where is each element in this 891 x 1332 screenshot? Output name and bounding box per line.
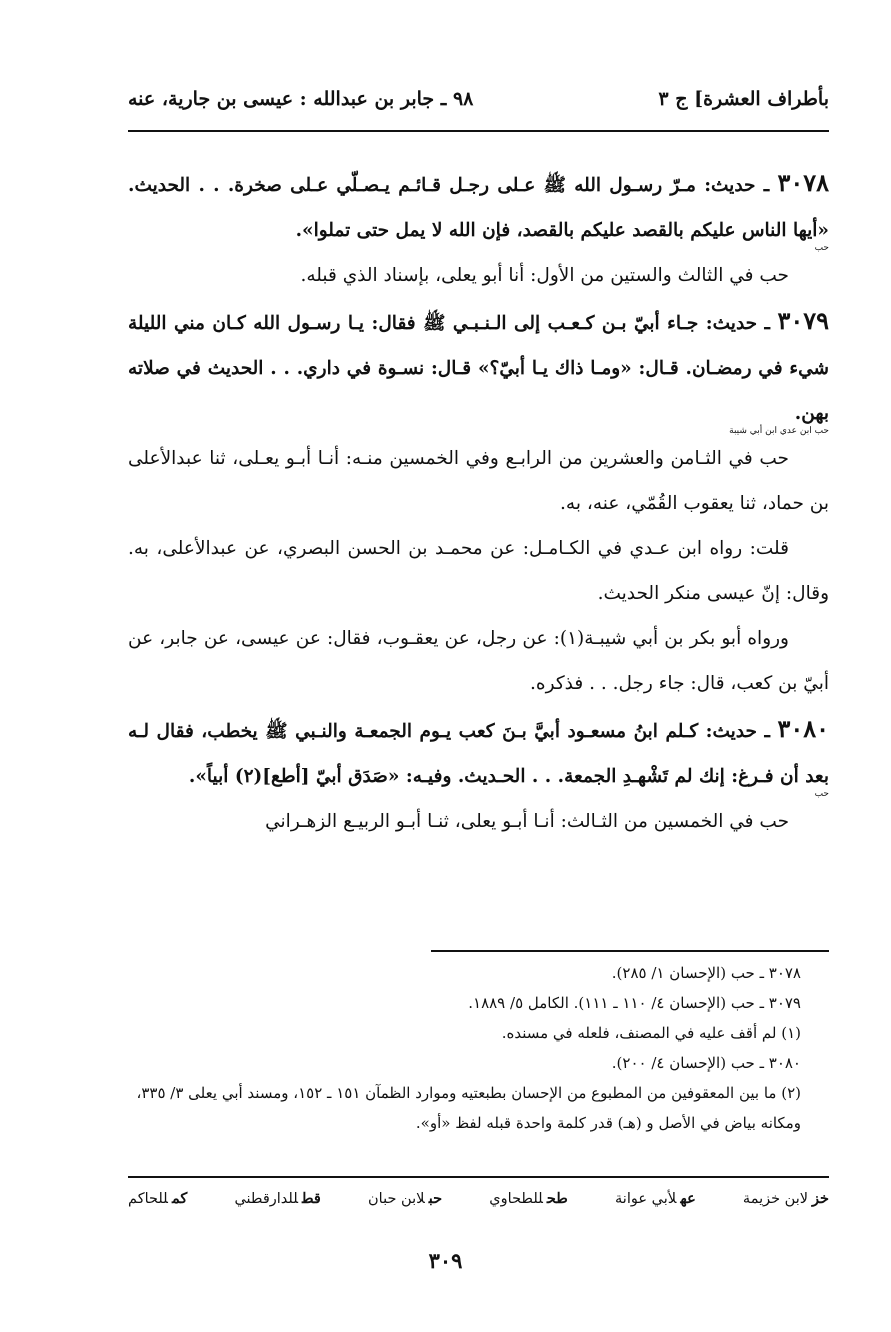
hadith-number: ٣٠٧٩	[777, 306, 829, 335]
hadith-3078	[128, 160, 829, 253]
source-marker: حب	[814, 243, 829, 253]
source-marker: حب	[814, 789, 829, 799]
footnotes	[128, 958, 829, 1138]
hadith-number: ٣٠٧٨	[777, 168, 829, 197]
source-note: حب في الثالث والستين من الأول: أنا أبو يعلى، بإسناد الذي قبله.	[300, 265, 789, 286]
footnote: ٣٠٨٠ ـ حب (الإحسان ٤/ ٢٠٠).	[611, 1054, 801, 1072]
abbreviation-key	[128, 1190, 829, 1207]
abbr-item: حبلابن حبان	[368, 1190, 443, 1207]
footnote-rule	[431, 950, 829, 952]
hadith-number: ٣٠٨٠	[777, 714, 829, 743]
footnote: ٣٠٧٨ ـ حب (الإحسان ١/ ٢٨٥).	[611, 964, 801, 982]
hadith-3080	[128, 706, 829, 799]
source-note: حب في الخمسين من الثـالث: أنـا أبـو يعلى، ثنـا أبـو الربيـع الزهـراني	[265, 811, 789, 832]
abbr-item: طحللطحاوي	[489, 1190, 568, 1207]
abbr-item: خزلابن خزيمة	[742, 1190, 829, 1207]
main-text	[128, 160, 829, 844]
page-number: ٣٠٩	[428, 1248, 463, 1273]
header-rule	[128, 130, 829, 132]
source-note: ورواه أبو بكر بن أبي شيبـة(١): عن رجل، عن يعقـوب، فقال: عن عيسى، عن جابر، عن أبيّ بن كعب، قال: جاء رجل. . . فذكره.	[128, 628, 829, 694]
hadith-3079	[128, 298, 829, 436]
source-note: حب في الثـامن والعشرين من الرابـع وفي الخمسين منـه: أنـا أبـو يعـلى، ثنا عبدالأعلى بن حماد، ثنا يعقوب القُمّي، عنه، به.	[128, 448, 829, 514]
abbr-item: قطللدارقطني	[234, 1190, 321, 1207]
footnote: (١) لم أقف عليه في المصنف، فلعله في مسنده.	[501, 1024, 801, 1042]
running-header	[128, 82, 829, 116]
hadith-text: ـ حديث: جـاء أبيّ بـن كـعـب إلى الـنـبـي ﷺ فقال: يـا رسـول الله كـان مني الليلة شيء في رمضـان. قـال: «ومـا ذاك يـا أبيّ؟» قـال: نسـوة في داري. . . الحديث في صلاته بهن.	[128, 313, 829, 424]
source-marker: حب ابن عدي ابن أبي شيبة	[729, 426, 829, 436]
abbreviation-rule	[128, 1176, 829, 1178]
header-chapter-title: ٩٨ ـ جابر بن عبدالله : عيسى بن جارية، عنه	[128, 88, 474, 110]
header-book-title: بأطراف العشرة] ج ٣	[658, 88, 829, 110]
abbr-item: عهلأبي عوانة	[615, 1190, 696, 1207]
footnote: ٣٠٧٩ ـ حب (الإحسان ٤/ ١١٠ ـ ١١١). الكامل ٥/ ١٨٨٩.	[468, 994, 801, 1012]
source-note: قلت: رواه ابن عـدي في الكـامـل: عن محمـد بن الحسن البصري، عن عبدالأعلى، به. وقال: إنّ عيسى منكر الحديث.	[128, 538, 829, 604]
abbr-item: كمللحاكم	[128, 1190, 188, 1207]
hadith-text: ـ حديث: كـلم ابنُ مسعـود أبيَّ بـنَ كعب يـوم الجمعـة والنـبي ﷺ يخطب، فقال لـه بعد أن فـرغ: إنك لم تَشْهـدِ الجمعة. . . الحـديث. وفيـه: «صَدَق أبيّ [أطع](٢) أبياً».	[128, 721, 829, 787]
hadith-text: ـ حديث: مـرّ رسـول الله ﷺ عـلى رجـل قـائـم يـصـلّي عـلى صخرة. . . الحديث. «أيها الناس عليكم بالقصد عليكم بالقصد، فإن الله لا يمل حتى تملوا».	[128, 175, 829, 241]
footnote: (٢) ما بين المعقوفين من المطبوع من الإحسان بطبعتيه وموارد الظمآن ١٥١ ـ ١٥٢، ومسند أبي يعلى ٣/ ٣٣٥، ومكانه بياض في الأصل و (هـ) قدر كلمة واحدة قبله لفظ «أو».	[136, 1084, 801, 1132]
